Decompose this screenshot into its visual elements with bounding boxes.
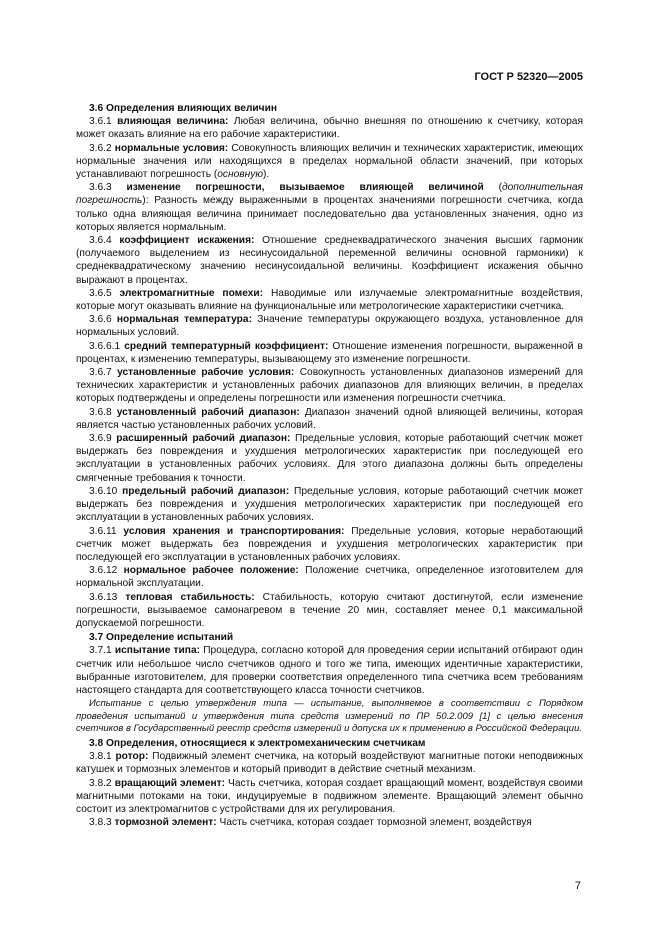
definition-text: Часть счетчика, которая создает вращающий момент, воздействуя своими магнитными потоками на токи, индуцируемые в подвижном элементе. Вращающий элемент обычно состоит из электромагнитов с устройствами для их регулирования. xyxy=(76,777,583,815)
section-heading: 3.6 Определения влияющих величин xyxy=(89,103,278,114)
page-number: 7 xyxy=(574,880,581,892)
definition-paragraph xyxy=(76,313,583,339)
clause-number: 3.6.4 xyxy=(89,235,112,247)
definition-text: Любая величина, обычно внешняя по отношению к счетчику, которая может оказать влияние на его рабочие характеристики. xyxy=(76,116,583,141)
definition-paragraph xyxy=(76,234,583,287)
definition-paragraph xyxy=(76,340,583,366)
defined-term: расширенный рабочий диапазон: xyxy=(116,433,291,445)
defined-term: нормальные условия: xyxy=(114,142,229,154)
defined-term: установленные рабочие условия: xyxy=(117,367,295,379)
document-body xyxy=(76,101,583,829)
definition-text: Предельные условия, которые неработающий счетчик может выдержать без повреждения и ухудшения метрологических характеристик при последующей его эксплуатации в установленных рабочих условиях. xyxy=(76,525,583,563)
definition-text: Диапазон значений одной влияющей величины, которая является частью установленных рабочих условий. xyxy=(76,406,583,431)
definition-paragraph xyxy=(76,181,583,234)
defined-term: тепловая стабильность: xyxy=(125,591,255,603)
section-heading: 3.7 Определение испытаний xyxy=(89,632,234,644)
definition-text: Положение счетчика, определенное изготовителем для нормальной эксплуатации. xyxy=(76,565,583,590)
definition-text: Отношение изменения погрешности, выраженной в процентах, к изменению температуры, вызывающему это изменение погрешности. xyxy=(76,340,583,365)
definition-paragraph xyxy=(76,406,583,432)
clause-number: 3.6.13 xyxy=(89,591,118,603)
clause-number: 3.6.3 xyxy=(89,182,112,194)
definition-paragraph xyxy=(76,366,583,406)
clause-number: 3.7.1 xyxy=(89,645,112,657)
defined-term: нормальное рабочее положение: xyxy=(123,565,299,577)
definition-text: Подвижный элемент счетчика, на который воздействуют магнитные потоки неподвижных катушек и тормозных элементов и который приводит в действие счетный механизм. xyxy=(76,751,583,776)
definition-text-end: ). xyxy=(262,169,270,181)
defined-term: установленный рабочий диапазон: xyxy=(116,406,300,418)
definition-text: Предельные условия, которые работающий счетчик может выдержать без повреждения и ухудшения метрологических характеристик при последующей его эксплуатации в установленных рабочих условиях. Для этого диапазона должны быть определены смягченные требования к точности. xyxy=(76,433,583,484)
clause-number: 3.6.6 xyxy=(89,314,112,326)
defined-term: вращающий элемент: xyxy=(114,777,226,789)
definition-paragraph xyxy=(76,777,583,817)
definition-text: Процедура, согласно которой для проведения серии испытаний отбирают один счетчик или небольшое число счетчиков одного и того же типа, имеющих идентичные характеристики, выбранные изготовителем, для проверки соответствия определенного типа счетчика всем требованиям настоящего стандарта для соответствующего класса точности счетчиков. xyxy=(76,645,583,696)
definition-text: Наводимые или излучаемые электромагнитные воздействия, которые могут оказывать влияние на функциональные или метрологические характеристики счетчика. xyxy=(76,287,583,313)
defined-term: ротор: xyxy=(115,751,149,763)
note-paragraph: Испытание с целью утверждения типа — испытание, выполняемое в соответствии с Порядком проведения испытаний и утверждения типа средств измерений по ПР 50.2.009 [1] с целью внесения счетчиков в Государственный реестр средств измерений и допуска их к применению в Российской Федерации. xyxy=(76,698,583,735)
defined-term: электромагнитные помехи: xyxy=(119,287,264,299)
defined-term: испытание типа: xyxy=(114,645,201,657)
definition-text: Стабильность, которую считают достигнутой, если изменение погрешности, вызываемое самонагревом в течение 20 мин, составляет менее 0,1 максимальной допускаемой погрешности. xyxy=(76,591,583,629)
definition-text: Предельные условия, которые работающий счетчик может выдержать без повреждения и ухудшения метрологических характеристик при последующей его эксплуатации в установленных рабочих условиях. xyxy=(76,485,583,524)
definition-paragraph xyxy=(76,816,583,829)
definition-paragraph xyxy=(76,591,583,631)
clause-number: 3.6.10 xyxy=(89,485,118,497)
defined-term: предельный рабочий диапазон: xyxy=(122,485,290,497)
section-heading: 3.8 Определения, относящиеся к электромеханическим счетчикам xyxy=(89,737,426,749)
clause-number: 3.8.2 xyxy=(89,777,112,789)
clause-number: 3.6.2 xyxy=(89,142,112,154)
definition-text: Совокупность установленных диапазонов измерений для технических характеристик и установленных рабочих диапазонов для влияющих величин, в пределах которых подтверждены и определены погрешности или изменения погрешности счетчика. xyxy=(76,367,583,405)
definition-text-italic: дополнительная погрешность xyxy=(76,182,583,207)
definition-paragraph xyxy=(76,525,583,565)
definition-text: ( xyxy=(498,182,502,194)
clause-number: 3.6.5 xyxy=(89,287,112,299)
clause-number: 3.6.9 xyxy=(89,433,112,445)
clause-number: 3.6.1 xyxy=(89,116,112,128)
definition-paragraph xyxy=(76,142,583,182)
clause-number: 3.8.3 xyxy=(89,817,112,829)
defined-term: средний температурный коэффициент: xyxy=(124,340,329,352)
definition-text-italic: основную xyxy=(217,169,263,181)
definition-paragraph xyxy=(76,287,583,313)
defined-term: тормозной элемент: xyxy=(114,817,217,829)
defined-term: нормальная температура: xyxy=(116,314,252,326)
clause-number: 3.6.11 xyxy=(89,525,117,537)
defined-term: изменение погрешности, вызываемое влияющей величиной xyxy=(126,182,484,194)
clause-number: 3.6.7 xyxy=(89,367,112,379)
clause-number: 3.6.12 xyxy=(89,565,118,577)
definition-paragraph xyxy=(76,432,583,485)
definition-paragraph xyxy=(76,644,583,697)
definition-text: Отношение среднеквадратического значения высших гармоник (получаемого выделением из несинусоидальной переменной величины основной гармоники) к среднеквадратическому значению несинусоидальной величины. Коэффициент искажения обычно выражают в процентах. xyxy=(76,235,583,286)
definition-text: Часть счетчика, которая создает тормозной элемент, воздействуя xyxy=(219,817,532,829)
definition-paragraph xyxy=(76,750,583,776)
definition-text: Значение температуры окружающего воздуха, установленное для нормальных условий. xyxy=(76,314,583,339)
defined-term: коэффициент искажения: xyxy=(119,235,255,247)
definition-paragraph xyxy=(76,485,583,525)
definition-paragraph xyxy=(76,115,583,141)
standard-header: ГОСТ Р 52320—2005 xyxy=(474,71,583,83)
definition-paragraph xyxy=(76,564,583,590)
defined-term: влияющая величина: xyxy=(117,116,229,128)
definition-text: Совокупность влияющих величин и технических характеристик, имеющих нормальные значения или находящихся в пределах нормальной области значений, при которых устанавливают погрешность ( xyxy=(76,142,583,181)
definition-text-end: ): Разность между выраженными в процентах значениями погрешности счетчика, когда только одна влияющая величина принимает последовательно два установленных значения, одно из которых является нормальным. xyxy=(76,195,583,233)
clause-number: 3.8.1 xyxy=(89,751,112,763)
clause-number: 3.6.6.1 xyxy=(89,340,121,352)
clause-number: 3.6.8 xyxy=(89,406,112,418)
defined-term: условия хранения и транспортирования: xyxy=(123,525,345,537)
